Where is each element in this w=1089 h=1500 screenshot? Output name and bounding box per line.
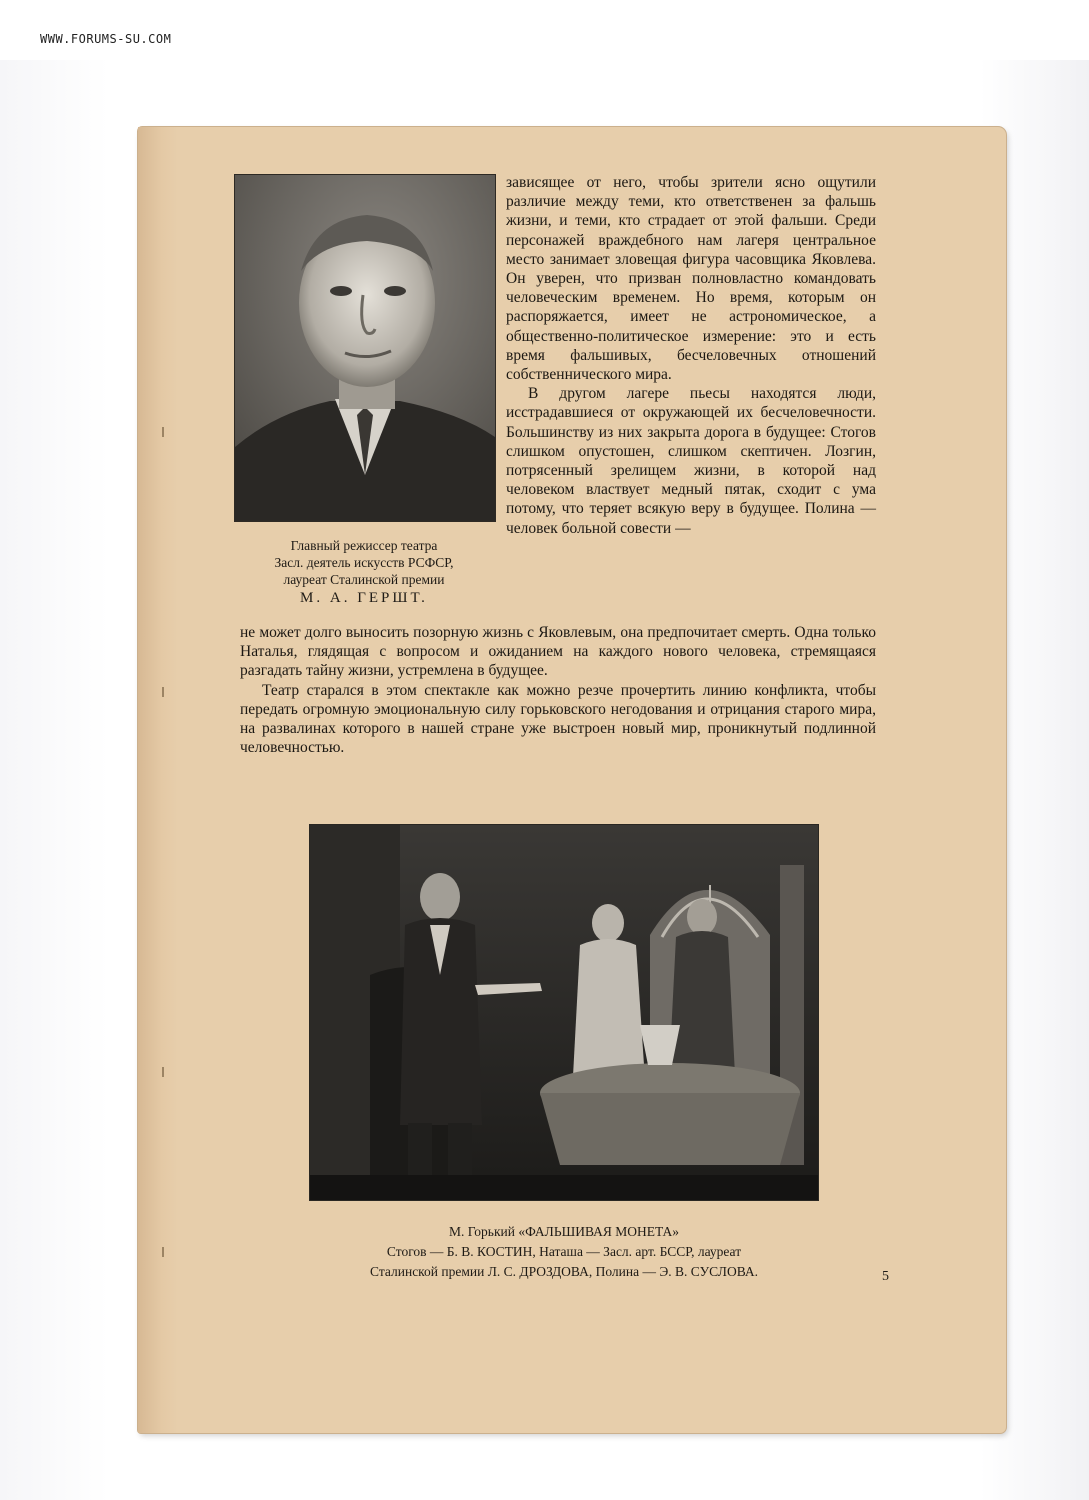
booklet-page [138, 127, 1006, 1433]
article-column [506, 173, 876, 538]
portrait-caption [234, 537, 494, 607]
stitch-mark [162, 687, 170, 697]
stage-photo [309, 824, 819, 1201]
stitch-mark [162, 1247, 170, 1257]
play-title: М. Горький «ФАЛЬШИВАЯ МОНЕТА» [448, 1224, 680, 1239]
cast-line: Сталинской премии Л. С. ДРОЗДОВА, Полина — Э. В. СУСЛОВА. [370, 1264, 758, 1279]
caption-line: Главный режиссер театра [290, 538, 438, 553]
paragraph: не может долго выносить позорную жизнь с Яковлевым, она предпочитает смерть. Одна только Наталья, глядящая с вопросом и ожиданием на каждого нового человека, стремящаяся разгадать тайну жизни, устремлена в будущее. [240, 624, 876, 680]
paragraph: зависящее от него, чтобы зрители ясно ощутили различие между теми, кто ответственен за фальшь жизни, и теми, кто страдает от этой фальши. Среди персонажей враждебного нам лагеря центральное место занимает зловещая фигура часовщика Яковлева. Он уверен, что призван полновластно командовать человеческим временем. Но время, которым он распоряжается, имеет не астрономическое, а общественно-политическое измерение: это и есть время фальшивых, бесчеловечных отношений собственнического мира. [506, 174, 876, 384]
portrait-photo [234, 174, 496, 522]
cast-line: Стогов — Б. В. КОСТИН, Наташа — Засл. арт. БССР, лауреат [386, 1244, 742, 1259]
article-continuation [240, 623, 876, 757]
paragraph: Театр старался в этом спектакле как можно резче прочертить линию конфликта, чтобы передать огромную эмоциональную силу горьковского негодования и отрицания старого мира, на развалинах которого в нашей стране уже выстроен новый мир, проникнутый подлинной человечностью. [240, 681, 876, 757]
director-name: М. А. ГЕРШТ. [300, 590, 428, 606]
caption-line: Засл. деятель искусств РСФСР, [274, 555, 454, 570]
stitch-mark [162, 1067, 170, 1077]
caption-line: лауреат Сталинской премии [283, 572, 445, 587]
watermark: WWW.FORUMS-SU.COM [40, 32, 172, 46]
paragraph: В другом лагере пьесы находятся люди, исстрадавшиеся от окружающей их бесчеловечности. Большинству из них закрыта дорога в будущее: Стогов слишком опустошен, слишком скептичен. Лозгин, потрясенный зрелищем жизни, в которой над человеком властвует медный пятак, сходит с ума потому, что теряет всякую веру в будущее. Полина — человек больной совести — [506, 385, 876, 537]
stage-photo-caption [264, 1222, 864, 1282]
page-number: 5 [882, 1269, 889, 1284]
stitch-mark [162, 427, 170, 437]
